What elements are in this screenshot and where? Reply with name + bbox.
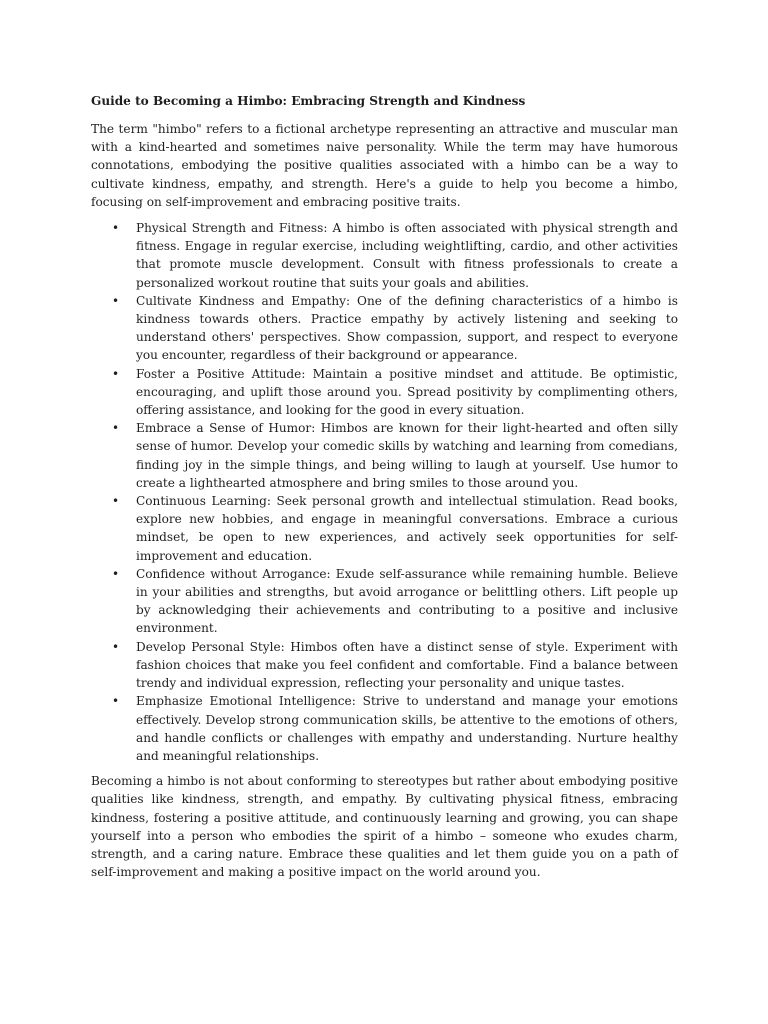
bullet-text: Foster a Positive Attitude: Maintain a positive mindset and attitude. Be optimistic, encouraging, and uplift those around you. Spread positivity by complimenting others, offering assistance, and looking for the good in every situation. xyxy=(136,366,678,418)
conclusion-paragraph: Becoming a himbo is not about conforming to stereotypes but rather about embodying positive qualities like kindness, strength, and empathy. By cultivating physical fitness, embracing kindness, fostering a positive attitude, and continuously learning and growing, you can shape yourself into a person who embodies the spirit of a himbo – someone who exudes charm, strength, and a caring nature. Embrace these qualities and let them guide you on a path of self-improvement and making a positive impact on the world around you. xyxy=(91,774,678,880)
bullet-item-personal-style xyxy=(112,638,678,693)
bullet-icon: • xyxy=(112,293,120,308)
bullet-icon: • xyxy=(112,639,120,654)
bullet-icon: • xyxy=(112,494,120,509)
guide-bullet-list xyxy=(91,219,678,765)
bullet-icon: • xyxy=(112,566,120,581)
bullet-icon: • xyxy=(112,694,120,709)
bullet-text: Develop Personal Style: Himbos often have a distinct sense of style. Experiment with fashion choices that make you feel confident and comfortable. Find a balance between trendy and individual expression, reflecting your personality and unique tastes. xyxy=(136,639,678,691)
bullet-item-confidence xyxy=(112,565,678,638)
bullet-text: Confidence without Arrogance: Exude self-assurance while remaining humble. Believe in your abilities and strengths, but avoid arrogance or belittling others. Lift people up by acknowledging their achievements and contributing to a positive and inclusive environment. xyxy=(136,566,678,636)
bullet-text: Continuous Learning: Seek personal growth and intellectual stimulation. Read books, explore new hobbies, and engage in meaningful conversations. Embrace a curious mindset, be open to new experiences, and actively seek opportunities for self-improvement and education. xyxy=(136,494,678,563)
bullet-text: Cultivate Kindness and Empathy: One of the defining characteristics of a himbo is kindness towards others. Practice empathy by actively listening and seeking to understand others' perspectives. Show compassion, support, and respect to everyone you encounter, regardless of their background or appearance. xyxy=(136,293,678,363)
bullet-icon: • xyxy=(112,366,120,381)
bullet-item-kindness-empathy xyxy=(112,292,678,365)
bullet-item-continuous-learning xyxy=(112,492,678,565)
bullet-text: Emphasize Emotional Intelligence: Strive to understand and manage your emotions effectively. Develop strong communication skills, be attentive to the emotions of others, and handle conflicts or challenges with empathy and understanding. Nurture healthy and meaningful relationships. xyxy=(136,694,678,763)
bullet-icon: • xyxy=(112,221,120,236)
bullet-text: Physical Strength and Fitness: A himbo is often associated with physical strength and fitness. Engage in regular exercise, including weightlifting, cardio, and other activities that promote muscle development. Consult with fitness professionals to create a personalized workout routine that suits your goals and abilities. xyxy=(136,221,678,290)
intro-paragraph: The term "himbo" refers to a fictional archetype representing an attractive and muscular man with a kind-hearted and sometimes naive personality. While the term may have humorous connotations, embodying the positive qualities associated with a himbo can be a way to cultivate kindness, empathy, and strength. Here's a guide to help you become a himbo, focusing on self-improvement and embracing positive traits. xyxy=(91,122,678,209)
bullet-item-physical-strength xyxy=(112,219,678,292)
bullet-text: Embrace a Sense of Humor: Himbos are known for their light-hearted and often silly sense of humor. Develop your comedic skills by watching and learning from comedians, finding joy in the simple things, and being willing to laugh at yourself. Use humor to create a lighthearted atmosphere and bring smiles to those around you. xyxy=(136,421,678,490)
bullet-item-emotional-intelligence xyxy=(112,692,678,765)
bullet-item-humor xyxy=(112,419,678,492)
bullet-item-positive-attitude xyxy=(112,365,678,420)
bullet-icon: • xyxy=(112,421,120,436)
document-title: Guide to Becoming a Himbo: Embracing Strength and Kindness xyxy=(91,94,526,108)
